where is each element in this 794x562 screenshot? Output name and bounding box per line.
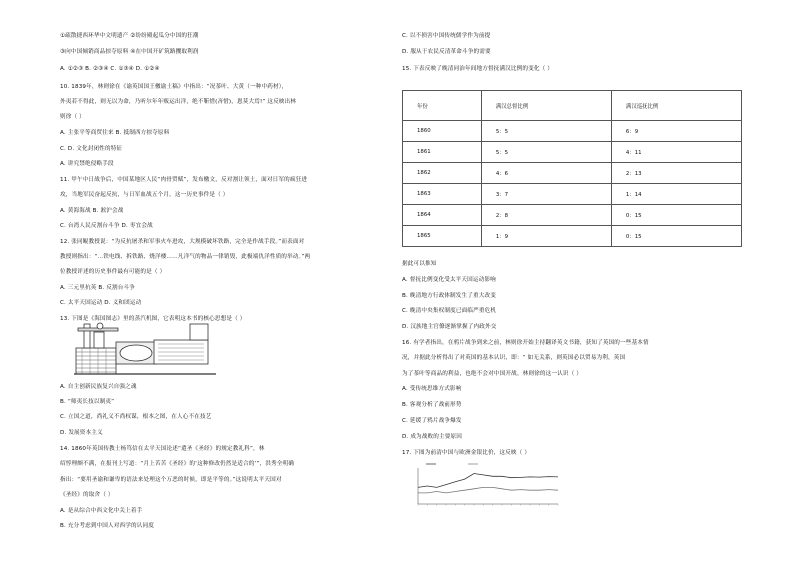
- right-text-line: 17. 下图为前清中国与欧洲金银比价，这反映（ ）: [402, 450, 531, 456]
- gold-silver-ratio-chart: [408, 460, 568, 516]
- left-text-line: ①疏散捷西环华中文明遗产 ②纷纷殿起瓜分中国的狂潮: [60, 33, 199, 39]
- table-cell: 2：13: [611, 163, 741, 184]
- left-text-line: ③向中国倾销商品掠夺原料 ④在中国开矿筑路攫取利润: [60, 49, 199, 55]
- left-text-line: 14. 1860年英国传教士杨笃信在太平天国论述“遣圣《圣经》的规定教礼科”，林: [60, 446, 265, 452]
- left-text-line: A. 讲究禁绝侵略手段: [60, 161, 114, 167]
- right-text-line: 15. 下表反映了晚清同治年间地方督抚满汉比例的变化（ ）: [402, 66, 554, 72]
- left-text-line: A. 黄海海战 B. 淞沪会战: [60, 208, 124, 214]
- left-text-line: A. 自主创新民族复兴自强之魂: [60, 384, 137, 390]
- left-text-line: 13. 下图是《海国图志》里的蒸汽机图，它表明这本书的核心思想是（ ）: [60, 316, 246, 322]
- table-cell: 0：15: [611, 205, 741, 226]
- table-header-row: [403, 91, 742, 121]
- table-cell: 1862: [403, 163, 482, 184]
- left-text-line: 则徐（ ）: [60, 114, 85, 120]
- right-text-line: 为了茶叶等商品的利益，也绝不会对中国开战。林则徐的这一认识（ ）: [402, 371, 582, 377]
- right-text-line: C. 晚清中央集权制度已面临严重危机: [402, 308, 497, 314]
- table-row: [403, 226, 742, 247]
- left-text-line: 位教授评述的历史事件最有可能的是（ ）: [60, 269, 166, 275]
- governor-ratio-table: [402, 90, 742, 247]
- left-text-line: B. 充分考虑到中国人对西学的认同度: [60, 523, 155, 529]
- left-text-line: 攻，当地军民奋起反抗，与日军血战五个月。这一历史事件是（ ）: [60, 192, 229, 198]
- table-cell: 1863: [403, 184, 482, 205]
- left-text-line: 11. 甲午中日战争后，中国某地区人民“肉骨贸赋”，发布檄文，反对割让领土，面对日军的疯狂进: [60, 177, 308, 183]
- table-cell: 4：6: [481, 163, 611, 184]
- left-text-line: 12. 张同鲲教授说：“为反抗屠杀和军事火车进攻，大规模破坏铁路，完全是作战手段。”而表面对: [60, 239, 305, 245]
- left-text-line: 教授则指出：“…铁电线、拆铁路、烧洋楼……凡洋气的物品一律销毁，此极端仇洋性质的举动。”两: [60, 254, 311, 260]
- right-text-line: A. 受传统思维方式影响: [402, 386, 462, 392]
- left-text-line: A. ①②③ B. ②③④ C. ①③④ D. ①②④: [60, 66, 160, 72]
- table-cell: 1864: [403, 205, 482, 226]
- table-cell: 3：7: [481, 184, 611, 205]
- table-header-governor: 满汉总督比例: [481, 91, 611, 121]
- left-text-line: B. “师夷长技以制夷”: [60, 399, 115, 405]
- left-text-line: A. 是从综合中西文化中关上着手: [60, 508, 143, 514]
- table-cell: 1865: [403, 226, 482, 247]
- left-text-line: 指出：“要用圣谕和谦卑的语法来处理这个万恶的时候，即是平等的。”这说明太平天国对: [60, 477, 282, 483]
- right-text-line: D. 服从于农民反清革命斗争的需要: [402, 49, 491, 55]
- right-text-line: B. 晚清地方行政体制发生了重大改变: [402, 293, 497, 299]
- table-row: [403, 184, 742, 205]
- table-header-xunfu: 满汉巡抚比例: [611, 91, 741, 121]
- left-text-line: 外夷若不得此，则无以为命，乃听尔年年贩运出洋，绝不靳惜(吝惜)，恩莫大焉!” 这反映出林: [60, 99, 297, 105]
- series-line-1: [418, 474, 558, 488]
- table-cell: 1860: [403, 121, 482, 142]
- table-row: [403, 121, 742, 142]
- table-row: [403, 163, 742, 184]
- left-text-line: 《圣经》的取舍（ ）: [60, 492, 114, 498]
- left-text-line: C. 太平天国运动 D. 义和团运动: [60, 300, 142, 306]
- table-cell: 5：5: [481, 142, 611, 163]
- table-row: [403, 142, 742, 163]
- right-text-line: 据此可以推知: [402, 261, 437, 267]
- left-text-line: C. 台湾人民反割台斗争 D. 枣宜会战: [60, 223, 153, 229]
- left-text-line: A. 主张平等商贸往来 B. 抵制西方掠夺原料: [60, 130, 170, 136]
- left-text-line: D. 发展资本主义: [60, 430, 103, 436]
- table-cell: 0：15: [611, 226, 741, 247]
- left-text-line: C. D. 文化封闭性的特征: [60, 146, 123, 152]
- right-text-line: 况，并据此分析得出了对英国的基本认识，即：“ 如无关系，则英国必以贸易为利，英国: [402, 355, 626, 361]
- right-text-line: 16. 有学者指出，在鸦片战争到来之前，林则徐开始主持翻译英文书籍，获知了英国的一些基本情: [402, 340, 649, 346]
- steam-engine-figure: [70, 318, 220, 378]
- table-header-year: 年份: [403, 91, 482, 121]
- right-text-line: D. 成为战败的主要原因: [402, 434, 463, 440]
- right-text-line: B. 客观分析了战前形势: [402, 402, 462, 408]
- left-text-line: C. 立国之道，尚礼义不尚权谋，根本之图，在人心不在技艺: [60, 414, 212, 420]
- table-row: [403, 205, 742, 226]
- table-cell: 1：9: [481, 226, 611, 247]
- right-text-line: A. 督抚比例变化受太平天国运动影响: [402, 277, 496, 283]
- left-text-line: A. 三元里抗英 B. 反割台斗争: [60, 285, 135, 291]
- right-text-line: C. 延缓了鸦片战争爆发: [402, 418, 462, 424]
- table-cell: 1861: [403, 142, 482, 163]
- right-text-line: C. 以不损害中国传统儒学作为前提: [402, 33, 491, 39]
- left-text-line: 10. 1839年，林则徐在《谕英国国王檄谕土稿》中指出：“况茶叶、大黄（一种中药材），: [60, 84, 288, 90]
- table-cell: 5：5: [481, 121, 611, 142]
- right-text-line: D. 汉族地主官僚逐渐掌握了内政外交: [402, 324, 497, 330]
- table-cell: 1：14: [611, 184, 741, 205]
- table-cell: 6：9: [611, 121, 741, 142]
- series-line-2: [418, 487, 558, 493]
- left-text-line: 绍惇理颇不满，在报刊上写道：“月上苦苦《圣经》的‘这种修改仍然是适合的’”，洪秀全明确: [60, 461, 294, 467]
- table-cell: 4：11: [611, 142, 741, 163]
- table-cell: 2：8: [481, 205, 611, 226]
